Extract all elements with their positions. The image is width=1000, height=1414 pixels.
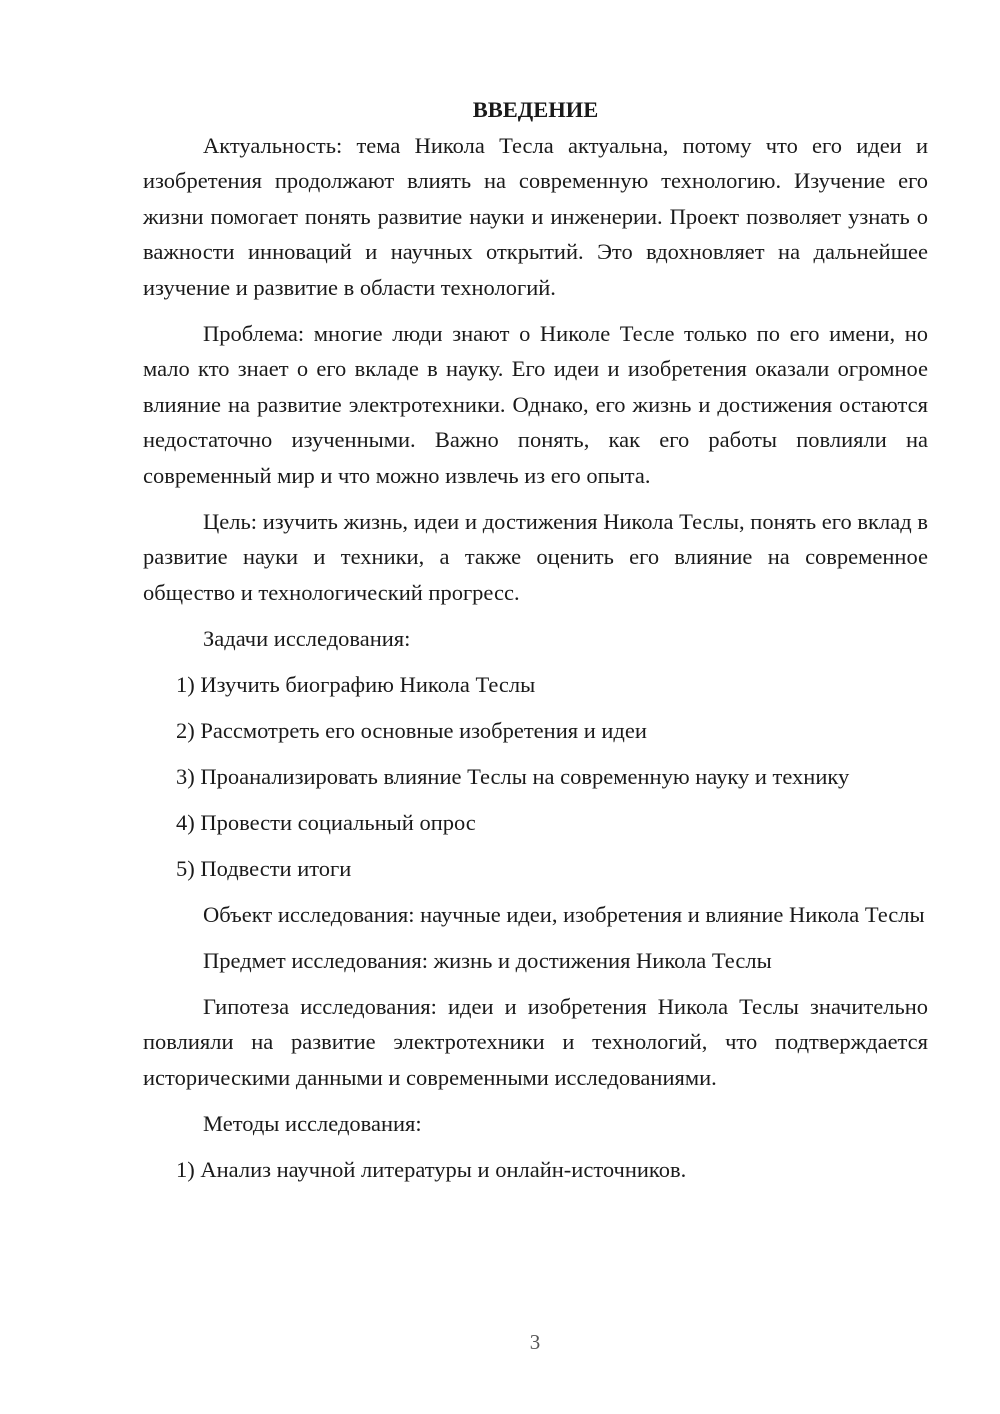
tasks-heading: Задачи исследования:	[203, 625, 411, 651]
task-item: 2) Рассмотреть его основные изобретения и идеи	[176, 717, 647, 743]
subject-paragraph: Предмет исследования: жизнь и достижения Никола Теслы	[203, 947, 772, 973]
problem-paragraph: Проблема: многие люди знают о Николе Тесле только по его имени, но мало кто знает о его вкладе в науку. Его идеи и изобретения оказали огромное влияние на развитие электротехники. Однако, его жизнь и достижения остаются недостаточно изученными. Важно понять, как его работы повлияли на современный мир и что можно извлечь из его опыта.	[143, 320, 928, 488]
section-heading: ВВЕДЕНИЕ	[472, 97, 599, 122]
object-paragraph: Объект исследования: научные идеи, изобретения и влияние Никола Теслы	[203, 901, 925, 927]
task-item: 4) Провести социальный опрос	[176, 809, 476, 835]
page-number: 3	[529, 1330, 541, 1354]
task-item: 1) Изучить биографию Никола Теслы	[176, 671, 536, 697]
task-item: 3) Проанализировать влияние Теслы на современную науку и технику	[176, 763, 850, 789]
method-item: 1) Анализ научной литературы и онлайн-источников.	[176, 1156, 687, 1182]
hypothesis-paragraph: Гипотеза исследования: идеи и изобретения Никола Теслы значительно повлияли на развитие электротехники и технологий, что подтверждается историческими данными и современными исследованиями.	[143, 993, 928, 1090]
document-page	[143, 92, 928, 1198]
goal-paragraph: Цель: изучить жизнь, идеи и достижения Никола Теслы, понять его вклад в развитие науки и техники, а также оценить его влияние на современное общество и технологический прогресс.	[143, 508, 928, 605]
task-item: 5) Подвести итоги	[176, 855, 352, 881]
relevance-paragraph: Актуальность: тема Никола Тесла актуальна, потому что его идеи и изобретения продолжают влиять на современную технологию. Изучение его жизни помогает понять развитие науки и инженерии. Проект позволяет узнать о важности инноваций и научных открытий. Это вдохновляет на дальнейшее изучение и развитие в области технологий.	[143, 132, 928, 300]
methods-heading: Методы исследования:	[203, 1110, 422, 1136]
